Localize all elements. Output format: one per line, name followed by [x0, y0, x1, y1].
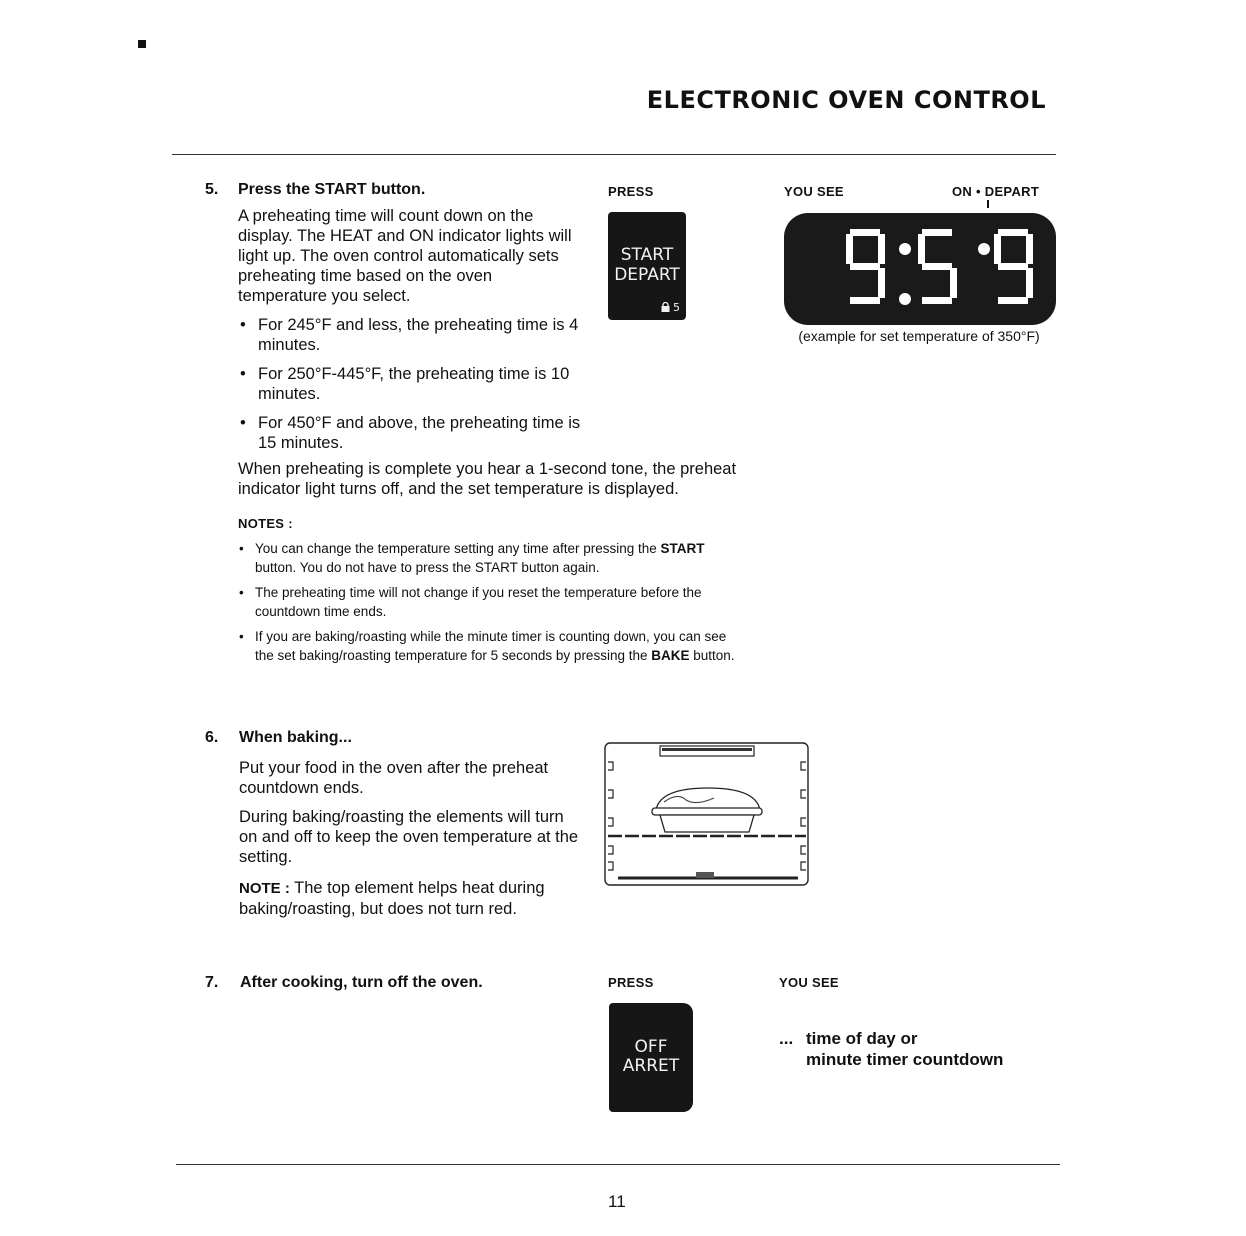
- indicator-label: ON • DEPART: [952, 184, 1040, 199]
- list-item: • If you are baking/roasting while the minute timer is counting down, you can see the set baking/roasting temperature for 5 seconds by pressing the BAKE button.: [238, 627, 738, 665]
- lock-badge: [661, 302, 681, 314]
- step-7-heading: After cooking, turn off the oven.: [240, 974, 483, 991]
- digit-segment: [1026, 234, 1033, 264]
- colon-dot: [899, 293, 911, 305]
- list-item: • For 250°F-445°F, the preheating time is 10 minutes.: [238, 364, 583, 404]
- step-5-heading: Press the START button.: [238, 181, 426, 198]
- off-result-prefix: ...: [779, 1029, 794, 1048]
- you-see-label: YOU SEE: [784, 184, 844, 199]
- corner-mark: [138, 40, 146, 48]
- step-6-note-label: NOTE :: [239, 880, 290, 897]
- you-see-label-2: YOU SEE: [779, 975, 839, 990]
- off-button-label-fr: ARRET: [622, 1056, 680, 1076]
- lock-icon: [661, 302, 670, 312]
- list-item: • You can change the temperature setting any time after pressing the START button. You do not have to press the START button again.: [238, 539, 738, 577]
- page-number: 11: [608, 1192, 626, 1211]
- step-6-paragraph-1: Put your food in the oven after the preheat countdown ends.: [239, 759, 549, 797]
- oven-display: [784, 213, 1056, 325]
- step-6-note-text: The top element helps heat during baking/roasting, but does not turn red.: [239, 879, 545, 918]
- notes-list: [238, 539, 738, 671]
- step-6-paragraph-2: During baking/roasting the elements will turn on and off to keep the oven temperature at the setting.: [239, 808, 579, 866]
- digit-segment: [922, 297, 952, 304]
- display-digits: [784, 213, 1056, 325]
- digit-segment: [998, 297, 1028, 304]
- digit-segment: [950, 268, 957, 298]
- press-label: PRESS: [608, 184, 654, 199]
- list-item: • For 450°F and above, the preheating time is 15 minutes.: [238, 413, 583, 453]
- digit-segment: [850, 229, 880, 236]
- off-result-line-2: minute timer countdown: [806, 1050, 1004, 1069]
- list-item: • The preheating time will not change if you reset the temperature before the countdown time ends.: [238, 583, 738, 621]
- oven-illustration: [604, 742, 810, 888]
- page-title: ELECTRONIC OVEN CONTROL: [646, 86, 1046, 114]
- off-result-line-1: time of day or: [806, 1029, 918, 1048]
- press-label-2: PRESS: [608, 975, 654, 990]
- off-button[interactable]: [609, 1003, 693, 1112]
- step-6-number: 6.: [205, 729, 219, 746]
- notes-label: NOTES :: [238, 516, 293, 531]
- lock-badge-number: 5: [673, 301, 680, 314]
- digit-segment: [994, 234, 1001, 264]
- step-6-note: [239, 878, 584, 919]
- digit-segment: [878, 234, 885, 264]
- digit-segment: [998, 229, 1028, 236]
- digit-segment: [846, 234, 853, 264]
- digit-segment: [922, 263, 952, 270]
- step-5-number: 5.: [205, 181, 219, 198]
- start-button[interactable]: [608, 212, 686, 320]
- digit-segment: [1026, 268, 1033, 298]
- digit-segment: [850, 263, 880, 270]
- digit-segment: [918, 234, 925, 264]
- top-divider: [172, 154, 1056, 155]
- digit-segment: [850, 297, 880, 304]
- digit-segment: [878, 268, 885, 298]
- digit-segment: [998, 263, 1028, 270]
- start-button-label-fr: DEPART: [614, 265, 680, 285]
- step-6-heading: When baking...: [239, 729, 352, 746]
- step-7-number: 7.: [205, 974, 219, 991]
- digit-segment: [922, 229, 952, 236]
- step-5-body: A preheating time will count down on the display. The HEAT and ON indicator lights will light up. The oven control automatically sets preheating time based on the oven temperature you select.: [238, 207, 572, 305]
- display-caption: (example for set temperature of 350°F): [798, 328, 1040, 344]
- colon-dot: [899, 243, 911, 255]
- start-button-label: START: [620, 245, 674, 265]
- off-button-label: OFF: [634, 1037, 668, 1057]
- oven-cavity-icon: [604, 742, 810, 888]
- bottom-divider: [176, 1164, 1060, 1165]
- list-item: • For 245°F and less, the preheating time is 4 minutes.: [238, 315, 583, 355]
- indicator-tick: [987, 200, 989, 208]
- indicator-dot: [978, 243, 990, 255]
- preheat-complete-text: When preheating is complete you hear a 1-second tone, the preheat indicator light turns off, and the set temperature is displayed.: [238, 460, 737, 498]
- preheat-times-list: [238, 315, 583, 462]
